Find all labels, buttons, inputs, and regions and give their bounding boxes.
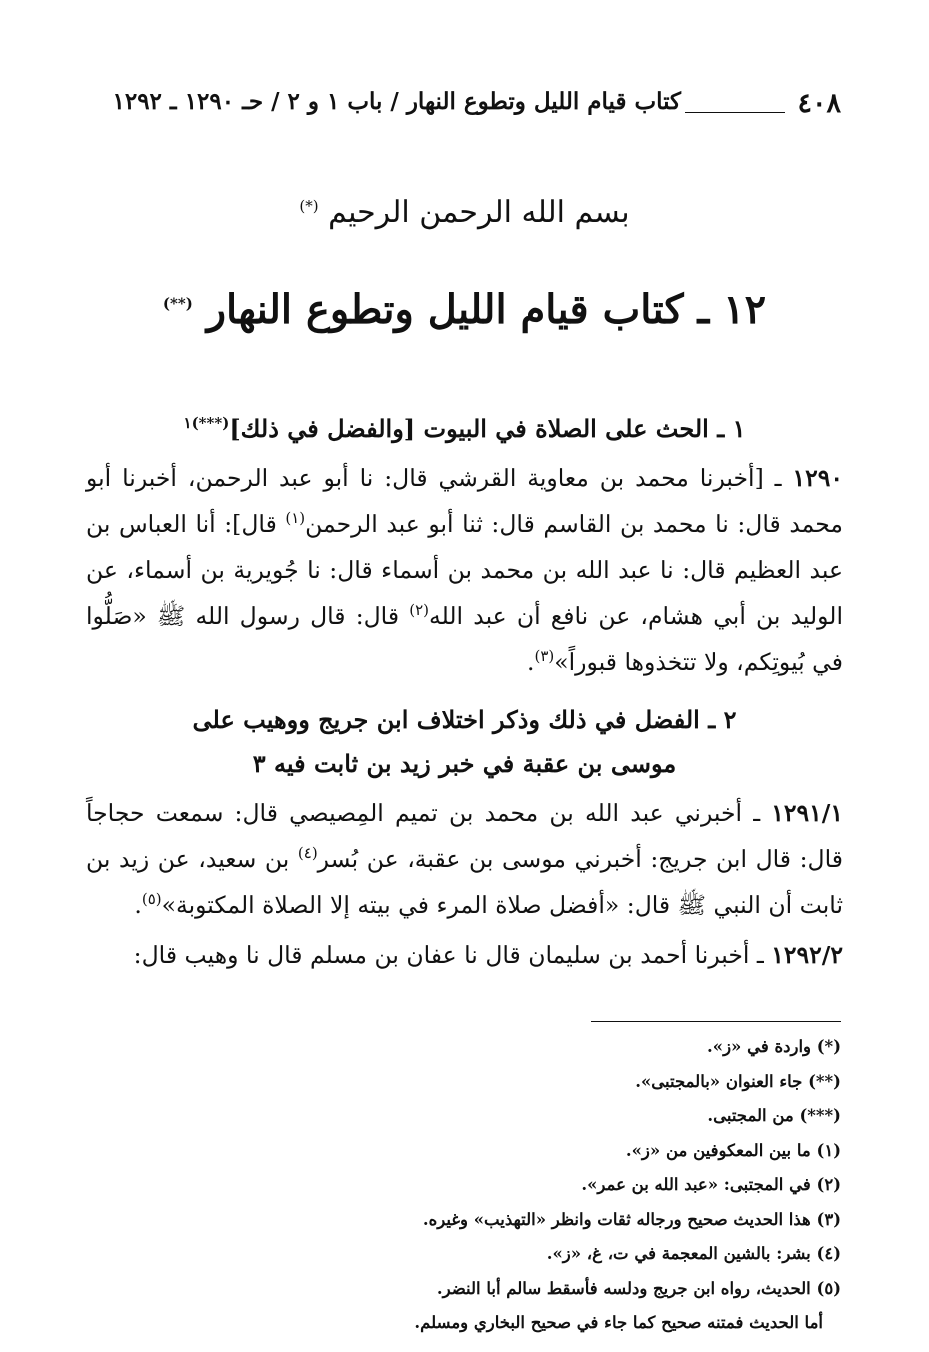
basmala-footnote-ref: (*): [299, 197, 319, 215]
footnote-ref-2: (٢): [409, 601, 430, 620]
footnote: (**) جاء العنوان «بالمجتبى».: [635, 1071, 841, 1091]
footnote-ref-1: (١): [285, 509, 306, 528]
hadith-number: ١٢٩٠: [792, 464, 843, 492]
footnote: (٥) الحديث، رواه ابن جريج ودلسه فأسقط سالم أبا النضر.: [436, 1278, 841, 1298]
header-rule: [685, 112, 785, 113]
hadith-text: بن سعيد، عن زيد بن ثابت أن النبي ﷺ قال: «أفضل صلاة المرء في بيته إلا الصلاة المكتوبة»: [86, 845, 843, 919]
hadith-number: ١٢٩٢/٢: [771, 941, 843, 969]
footnote-continuation: أما الحديث فمتنه صحيح كما جاء في صحيح البخاري ومسلم.: [414, 1313, 823, 1332]
footnote: (١) ما بين المعكوفين من «ز».: [625, 1140, 841, 1160]
footnote-ref-5: (٥): [141, 890, 162, 909]
chapter-2-line-2: موسى بن عقبة في خبر زيد بن ثابت فيه ٣: [252, 749, 677, 778]
book-title: [0, 286, 929, 333]
footnote-ref-3: (٣): [534, 647, 555, 666]
footnote-separator: [591, 1021, 841, 1022]
chapter-heading-1: [80, 407, 849, 451]
hadith-text: قال: قال رسول الله ﷺ «صَلُّوا في بُيوتِكم، ولا تتخذوها قبوراً»: [86, 602, 843, 676]
footnote: (***) من المجتبى.: [707, 1106, 841, 1125]
hadith-text: ـ أخبرني عبد الله بن محمد بن تميم المِصيصي قال: سمعت حجاجاً قال: قال ابن جريج: أخبرني موسى بن عقبة، عن بُسر: [86, 799, 843, 873]
hadith-text: ـ [أخبرنا محمد بن معاوية القرشي قال: نا أبو عبد الرحمن، أخبرنا أبو محمد قال: نا محمد بن القاسم قال: ثنا أبو عبد الرحمن: [86, 464, 843, 538]
footnote-ref-4: (٤): [297, 844, 318, 863]
hadith-1292: [86, 932, 843, 978]
chapter-1-title: ١ ـ الحث على الصلاة في البيوت [والفضل في ذلك]: [229, 414, 746, 443]
hadith-text: ـ أخبرنا أحمد بن سليمان قال نا عفان بن مسلم قال نا وهيب قال:: [133, 941, 772, 969]
hadith-1290: [86, 455, 843, 685]
hadith-text: قال]: أنا العباس بن عبد العظيم قال: نا عبد الله بن محمد بن أسماء قال: نا جُويرية بن أسماء، عن الوليد بن أبي هشام، عن نافع أن عبد الله: [86, 510, 843, 630]
basmala: [0, 195, 929, 230]
footnote: (٤) بشر: بالشين المعجمة في ت، غ، «ز».: [546, 1244, 841, 1263]
book-title-text: ١٢ ـ كتاب قيام الليل وتطوع النهار: [206, 286, 767, 333]
footnote: (٢) في المجتبى: «عبد الله بن عمر».: [581, 1175, 841, 1194]
footnotes: [200, 1030, 841, 1341]
chapter-1-footnote-ref: (***)١: [183, 414, 230, 432]
running-header: [88, 88, 841, 122]
hadith-number: ١٢٩١/١: [771, 799, 843, 827]
page-number: ٤٠٨: [797, 88, 841, 119]
running-title: كتاب قيام الليل وتطوع النهار / باب ١ و ٢ / حـ ١٢٩٠ ـ ١٢٩٢: [112, 88, 681, 115]
footnote: (*) واردة في «ز».: [707, 1037, 841, 1056]
hadith-text: .: [527, 648, 535, 676]
hadith-1291: [86, 790, 843, 928]
book-title-footnote-ref: (**): [162, 294, 193, 313]
basmala-text: بسم الله الرحمن الرحيم: [328, 195, 630, 230]
chapter-2-line-1: ٢ ـ الفضل في ذلك وذكر اختلاف ابن جريج ووهيب على: [192, 705, 737, 734]
footnote: (٣) هذا الحديث صحيح ورجاله ثقات وانظر «التهذيب» وغيره.: [422, 1209, 841, 1229]
hadith-text: .: [134, 891, 142, 919]
chapter-heading-2: [80, 698, 849, 786]
